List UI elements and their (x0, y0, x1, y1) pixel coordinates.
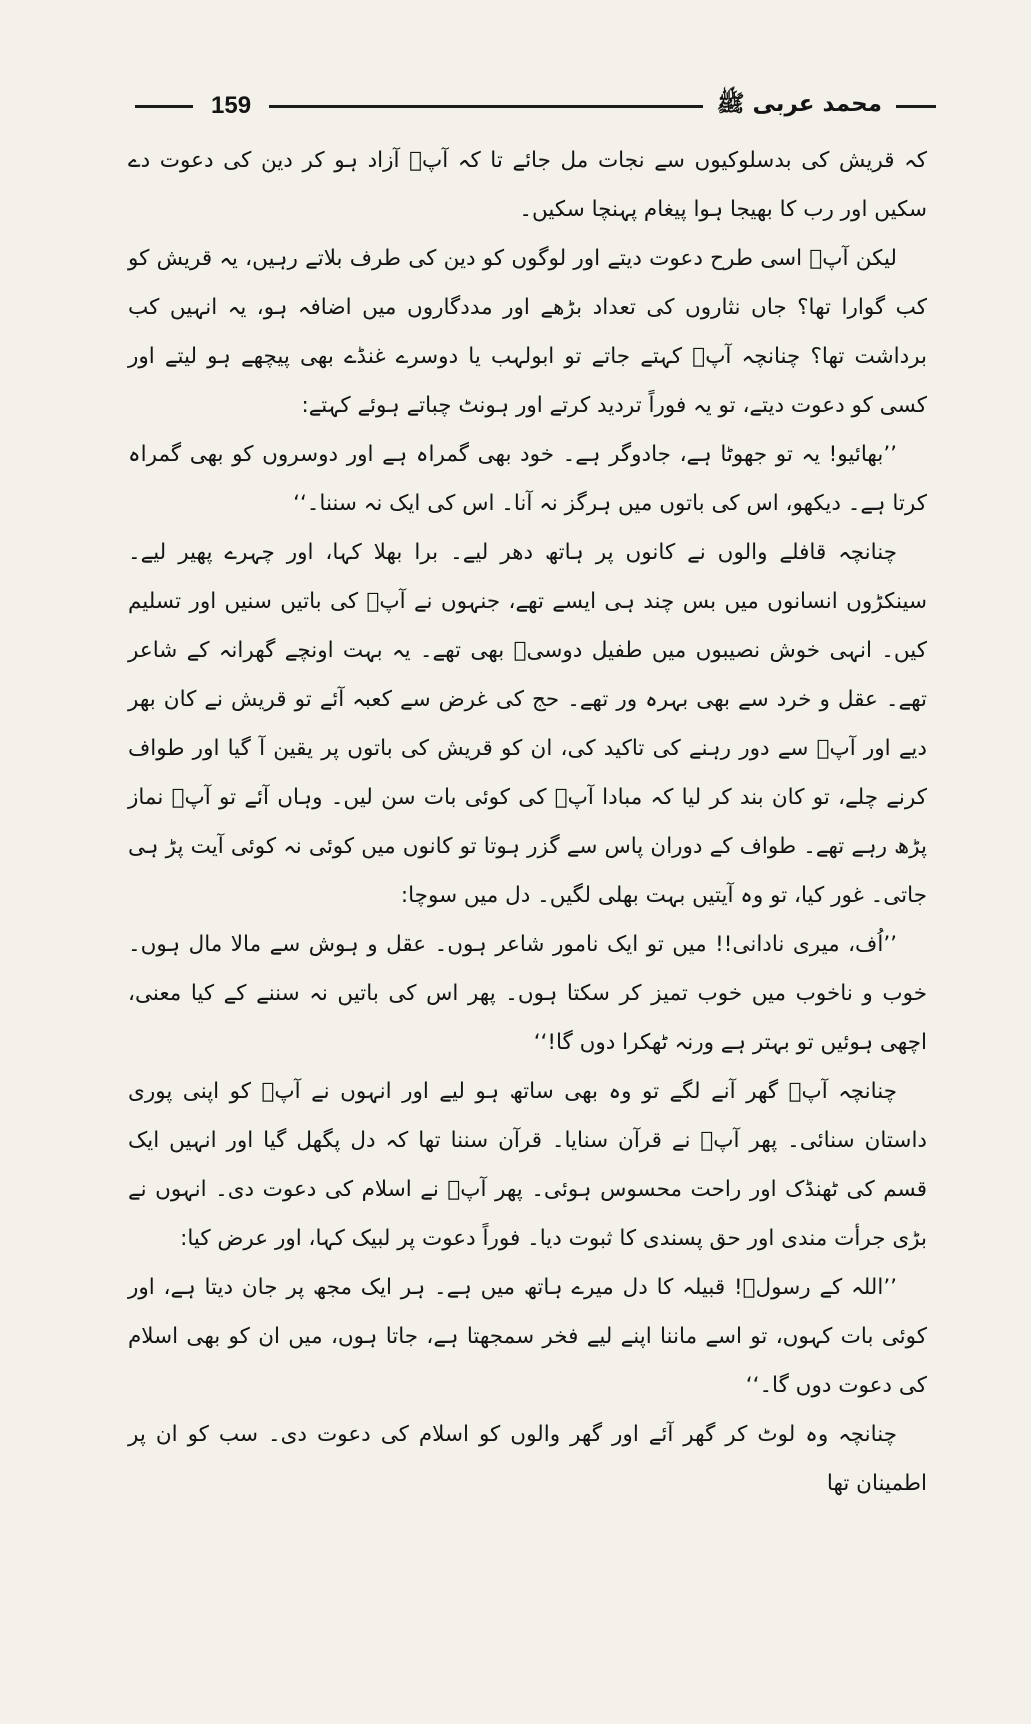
paragraph: کہ قریش کی بدسلوکیوں سے نجات مل جائے تا کہ آپؐ آزاد ہو کر دین کی دعوت دے سکیں اور رب کا بھیجا ہوا پیغام پہنچا سکیں۔ (128, 148, 927, 222)
running-title: محمد عربی ﷺ (716, 91, 882, 117)
header-rule-middle (269, 105, 703, 108)
quotation: ’’اُف، میری نادانی!! میں تو ایک نامور شاعر ہوں۔ عقل و ہوش سے مالا مال ہوں۔ خوب و ناخوب میں خوب تمیز کر سکتا ہوں۔ پھر اس کی باتیں نہ سننے کے کیا معنی، اچھی ہوئیں تو بہتر ہے ورنہ ٹھکرا دوں گا!‘‘ (128, 932, 927, 1055)
header-rule-right (896, 105, 936, 108)
body-text (128, 136, 927, 1508)
paragraph: چنانچہ آپؐ گھر آنے لگے تو وہ بھی ساتھ ہو لیے اور انہوں نے آپؐ کو اپنی پوری داستان سنائی۔ پھر آپؐ نے قرآن سنایا۔ قرآن سننا تھا کہ دل پگھل گیا اور انہیں ایک قسم کی ٹھنڈک اور راحت محسوس ہوئی۔ پھر آپؐ نے اسلام کی دعوت دی۔ انہوں نے بڑی جرأت مندی اور حق پسندی کا ثبوت دیا۔ فوراً دعوت پر لبیک کہا، اور عرض کیا: (128, 1079, 927, 1251)
page-header (135, 86, 936, 126)
paragraph: چنانچہ وہ لوٹ کر گھر آئے اور گھر والوں کو اسلام کی دعوت دی۔ سب کو ان پر اطمینان تھا (128, 1422, 927, 1496)
header-rule-left (135, 105, 193, 108)
paragraph: لیکن آپؐ اسی طرح دعوت دیتے اور لوگوں کو دین کی طرف بلاتے رہیں، یہ قریش کو کب گوارا تھا؟ جاں نثاروں کی تعداد بڑھے اور مددگاروں میں اضافہ ہو، یہ انہیں کب برداشت تھا؟ چنانچہ آپؐ کہتے جاتے تو ابولہب یا دوسرے غنڈے بھی پیچھے ہو لیتے اور کسی کو دعوت دیتے، تو یہ فوراً تردید کرتے اور ہونٹ چباتے ہوئے کہتے: (128, 246, 927, 418)
paragraph: چنانچہ قافلے والوں نے کانوں پر ہاتھ دھر لیے۔ برا بھلا کہا، اور چہرے پھیر لیے۔ سینکڑوں انسانوں میں بس چند ہی ایسے تھے، جنہوں نے آپؐ کی باتیں سنیں اور تسلیم کیں۔ انہی خوش نصیبوں میں طفیل دوسیؓ بھی تھے۔ یہ بہت اونچے گھرانہ کے شاعر تھے۔ عقل و خرد سے بھی بہرہ ور تھے۔ حج کی غرض سے کعبہ آئے تو قریش نے کان بھر دیے اور آپؐ سے دور رہنے کی تاکید کی، ان کو قریش کی باتوں پر یقین آ گیا اور طواف کرنے چلے، تو کان بند کر لیا کہ مبادا آپؐ کی کوئی بات سن لیں۔ وہاں آئے تو آپؐ نماز پڑھ رہے تھے۔ طواف کے دوران پاس سے گزر ہوتا تو کانوں میں کوئی نہ کوئی آیت پڑ ہی جاتی۔ غور کیا، تو وہ آیتیں بہت بھلی لگیں۔ دل میں سوچا: (128, 540, 927, 908)
quotation: ’’بھائیو! یہ تو جھوٹا ہے، جادوگر ہے۔ خود بھی گمراہ ہے اور دوسروں کو بھی گمراہ کرتا ہے۔ دیکھو، اس کی باتوں میں ہرگز نہ آنا۔ اس کی ایک نہ سننا۔‘‘ (128, 442, 927, 516)
page-number: 159 (211, 92, 252, 119)
quotation: ’’اللہ کے رسولؐ! قبیلہ کا دل میرے ہاتھ میں ہے۔ ہر ایک مجھ پر جان دیتا ہے، اور کوئی بات کہوں، تو اسے ماننا اپنے لیے فخر سمجھتا ہے، جاتا ہوں، میں ان کو بھی اسلام کی دعوت دوں گا۔‘‘ (128, 1275, 927, 1398)
